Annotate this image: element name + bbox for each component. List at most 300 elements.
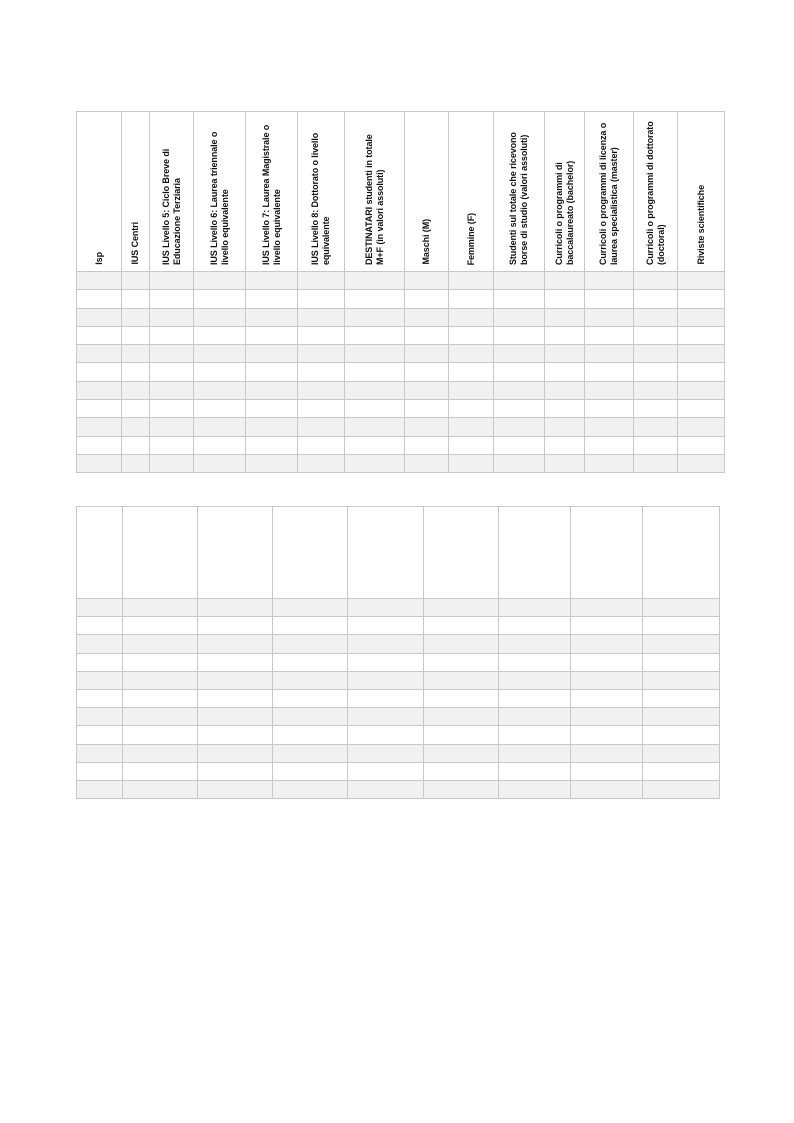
table-cell: [345, 345, 405, 363]
table-cell: [246, 363, 298, 381]
table-cell: [545, 363, 585, 381]
table-cell: [123, 635, 198, 653]
table-cell: [449, 418, 494, 436]
table-cell: [123, 617, 198, 635]
table-cell: [545, 272, 585, 290]
table-cell: [246, 345, 298, 363]
table-cell: [194, 381, 246, 399]
table-cell: [424, 762, 499, 780]
table-cell: [405, 436, 449, 454]
table-cell: [634, 436, 678, 454]
table-cell: [678, 290, 725, 308]
table-cell: [634, 454, 678, 472]
table-cell: [77, 762, 123, 780]
table-cell: [345, 363, 405, 381]
table-cell: [585, 290, 634, 308]
table-cell: [246, 272, 298, 290]
table-row: [77, 762, 720, 780]
table-cell: [678, 418, 725, 436]
table-cell: [246, 400, 298, 418]
table-cell: [499, 599, 571, 617]
table-cell: [273, 744, 348, 762]
table-cell: [405, 272, 449, 290]
table-cell: [634, 363, 678, 381]
table-row: [77, 671, 720, 689]
table-cell: [345, 400, 405, 418]
table-cell: [273, 635, 348, 653]
table-cell: [273, 689, 348, 707]
table-cell: [77, 381, 122, 399]
table-cell: [273, 671, 348, 689]
table-cell: [122, 436, 150, 454]
table-cell: [571, 689, 643, 707]
table-cell: [348, 708, 424, 726]
header-ius-centri: IUS Centri: [122, 112, 150, 272]
table-cell: [194, 326, 246, 344]
table-cell: [246, 454, 298, 472]
table-cell: [150, 400, 194, 418]
table-cell: [298, 418, 345, 436]
table-cell: [122, 290, 150, 308]
table-cell: [348, 689, 424, 707]
table-cell: [424, 617, 499, 635]
table-cell: [273, 708, 348, 726]
table-cell: [246, 436, 298, 454]
header-isp: Isp: [77, 112, 122, 272]
statistics-table-1: [76, 111, 725, 473]
table-cell: [345, 272, 405, 290]
table-cell: [494, 272, 545, 290]
table-cell: [77, 272, 122, 290]
table-cell: [643, 671, 720, 689]
table-header-cell: [123, 507, 198, 599]
table-cell: [345, 308, 405, 326]
table-cell: [194, 345, 246, 363]
header-bachelor: Curricoli o programmi di baccalaureato (bachelor): [545, 112, 585, 272]
table-cell: [345, 290, 405, 308]
table-cell: [585, 345, 634, 363]
table-cell: [77, 689, 123, 707]
header-ius-livello-8: IUS Livello 8: Dottorato o livello equivalente: [298, 112, 345, 272]
table-cell: [678, 436, 725, 454]
table-cell: [123, 599, 198, 617]
table-cell: [348, 780, 424, 798]
table-cell: [298, 363, 345, 381]
table-cell: [123, 653, 198, 671]
table-cell: [77, 653, 123, 671]
table-cell: [405, 345, 449, 363]
table-cell: [405, 308, 449, 326]
table-cell: [77, 308, 122, 326]
table-cell: [77, 780, 123, 798]
table-row: [77, 436, 725, 454]
table-body: [77, 272, 725, 473]
table-cell: [198, 617, 273, 635]
table-cell: [122, 272, 150, 290]
table-cell: [194, 363, 246, 381]
table-cell: [634, 290, 678, 308]
table-cell: [150, 381, 194, 399]
table-cell: [77, 290, 122, 308]
table-cell: [273, 780, 348, 798]
table-cell: [122, 418, 150, 436]
table-cell: [198, 780, 273, 798]
table-cell: [571, 671, 643, 689]
table-cell: [585, 436, 634, 454]
table-cell: [545, 290, 585, 308]
table-cell: [150, 454, 194, 472]
table-cell: [77, 617, 123, 635]
table-cell: [348, 653, 424, 671]
table-cell: [298, 345, 345, 363]
header-master: Curricoli o programmi di licenza o laurea specialistica (master): [585, 112, 634, 272]
table-cell: [194, 272, 246, 290]
table-cell: [150, 326, 194, 344]
table-cell: [571, 744, 643, 762]
table-cell: [77, 400, 122, 418]
table-cell: [571, 653, 643, 671]
table-cell: [585, 418, 634, 436]
table-cell: [634, 418, 678, 436]
table-cell: [499, 653, 571, 671]
table-cell: [571, 780, 643, 798]
table-cell: [77, 454, 122, 472]
table-cell: [634, 326, 678, 344]
table-row: [77, 345, 725, 363]
table-cell: [499, 689, 571, 707]
table-cell: [198, 689, 273, 707]
table-cell: [122, 326, 150, 344]
table-cell: [345, 454, 405, 472]
table-cell: [150, 363, 194, 381]
table-cell: [246, 418, 298, 436]
table-cell: [424, 744, 499, 762]
table-cell: [449, 308, 494, 326]
table-cell: [571, 617, 643, 635]
table-cell: [678, 363, 725, 381]
table-cell: [405, 454, 449, 472]
table-cell: [643, 744, 720, 762]
table-cell: [194, 454, 246, 472]
table-cell: [494, 436, 545, 454]
table-cell: [198, 635, 273, 653]
header-maschi: Maschi (M): [405, 112, 449, 272]
table-cell: [405, 363, 449, 381]
table-cell: [122, 345, 150, 363]
table-row: [77, 381, 725, 399]
table-cell: [494, 363, 545, 381]
table-cell: [194, 308, 246, 326]
table-cell: [122, 308, 150, 326]
table-cell: [77, 363, 122, 381]
table-row: [77, 308, 725, 326]
table-cell: [424, 599, 499, 617]
table-header-row: [77, 112, 725, 272]
table-cell: [77, 635, 123, 653]
table-cell: [298, 381, 345, 399]
table-cell: [348, 635, 424, 653]
table-cell: [545, 436, 585, 454]
table-cell: [634, 400, 678, 418]
table-cell: [298, 272, 345, 290]
table-cell: [123, 671, 198, 689]
table-row: [77, 708, 720, 726]
table-row: [77, 617, 720, 635]
table-cell: [643, 599, 720, 617]
table-cell: [449, 272, 494, 290]
table-cell: [298, 290, 345, 308]
table-header-cell: [198, 507, 273, 599]
table-cell: [348, 671, 424, 689]
table-cell: [494, 345, 545, 363]
header-ius-livello-5: IUS Livello 5: Ciclo Breve di Educazione Terziaria: [150, 112, 194, 272]
table-cell: [449, 345, 494, 363]
table-cell: [494, 326, 545, 344]
header-riviste: Riviste scientifiche: [678, 112, 725, 272]
table-cell: [643, 689, 720, 707]
table-cell: [194, 290, 246, 308]
table-cell: [246, 326, 298, 344]
table-cell: [424, 653, 499, 671]
table-cell: [585, 400, 634, 418]
header-ius-livello-6: IUS Livello 6: Laurea triennale o livello equivalente: [194, 112, 246, 272]
table-cell: [494, 308, 545, 326]
table-cell: [405, 381, 449, 399]
table-cell: [571, 708, 643, 726]
table-cell: [678, 308, 725, 326]
table-cell: [150, 436, 194, 454]
table-cell: [585, 381, 634, 399]
table-cell: [643, 708, 720, 726]
table-cell: [345, 326, 405, 344]
table-cell: [424, 708, 499, 726]
table-cell: [77, 326, 122, 344]
table-row: [77, 780, 720, 798]
table-cell: [545, 326, 585, 344]
table-row: [77, 454, 725, 472]
table-cell: [678, 381, 725, 399]
table-cell: [405, 290, 449, 308]
table-header-cell: [348, 507, 424, 599]
table-cell: [405, 418, 449, 436]
table-cell: [348, 617, 424, 635]
table-cell: [348, 726, 424, 744]
table-cell: [449, 290, 494, 308]
table-cell: [123, 780, 198, 798]
table-cell: [678, 454, 725, 472]
header-ius-livello-7: IUS Livello 7: Laurea Magistrale o livello equivalente: [246, 112, 298, 272]
table-cell: [585, 272, 634, 290]
table-row: [77, 363, 725, 381]
table-cell: [545, 400, 585, 418]
table-cell: [77, 436, 122, 454]
table-cell: [499, 635, 571, 653]
table-cell: [194, 418, 246, 436]
table-cell: [585, 363, 634, 381]
table-cell: [150, 272, 194, 290]
table-cell: [150, 418, 194, 436]
table-cell: [77, 671, 123, 689]
table-cell: [198, 671, 273, 689]
table-header-cell: [77, 507, 123, 599]
table-row: [77, 400, 725, 418]
table-cell: [273, 762, 348, 780]
table-cell: [449, 454, 494, 472]
table-cell: [77, 744, 123, 762]
table-row: [77, 290, 725, 308]
table-cell: [298, 454, 345, 472]
table-cell: [643, 617, 720, 635]
table-cell: [494, 418, 545, 436]
header-borse-di-studio: Studenti sul totale che ricevono borse di studio (valori assoluti): [494, 112, 545, 272]
table-cell: [499, 744, 571, 762]
table-cell: [678, 272, 725, 290]
table-cell: [499, 708, 571, 726]
table-header-cell: [571, 507, 643, 599]
table-cell: [545, 418, 585, 436]
table-cell: [246, 381, 298, 399]
table-cell: [494, 454, 545, 472]
table-cell: [348, 599, 424, 617]
table-cell: [634, 308, 678, 326]
table-cell: [545, 454, 585, 472]
table-cell: [123, 689, 198, 707]
table-cell: [494, 381, 545, 399]
table-cell: [123, 762, 198, 780]
table-row: [77, 599, 720, 617]
table-cell: [150, 345, 194, 363]
table-cell: [198, 708, 273, 726]
table-cell: [499, 780, 571, 798]
table-cell: [571, 726, 643, 744]
table-row: [77, 326, 725, 344]
table-cell: [424, 635, 499, 653]
table-cell: [122, 363, 150, 381]
table-cell: [585, 454, 634, 472]
table-cell: [123, 744, 198, 762]
table-cell: [77, 708, 123, 726]
table-cell: [449, 381, 494, 399]
table-cell: [494, 400, 545, 418]
table-cell: [545, 381, 585, 399]
statistics-table-2: [76, 506, 720, 799]
table-cell: [77, 418, 122, 436]
table-cell: [150, 308, 194, 326]
table-cell: [634, 272, 678, 290]
table-cell: [77, 345, 122, 363]
table-cell: [348, 744, 424, 762]
table-cell: [123, 726, 198, 744]
table-cell: [348, 762, 424, 780]
table-cell: [194, 400, 246, 418]
table-body: [77, 599, 720, 799]
table-cell: [122, 454, 150, 472]
table-cell: [345, 436, 405, 454]
table-cell: [273, 726, 348, 744]
table-row: [77, 726, 720, 744]
table-cell: [150, 290, 194, 308]
table-cell: [122, 400, 150, 418]
table-cell: [77, 599, 123, 617]
table-cell: [246, 290, 298, 308]
table-cell: [198, 599, 273, 617]
table-cell: [424, 780, 499, 798]
table-cell: [273, 617, 348, 635]
table-header-cell: [643, 507, 720, 599]
table-cell: [77, 726, 123, 744]
table-cell: [571, 599, 643, 617]
table-cell: [345, 381, 405, 399]
table-cell: [123, 708, 198, 726]
table-cell: [122, 381, 150, 399]
table-cell: [499, 726, 571, 744]
table-cell: [198, 726, 273, 744]
table-cell: [449, 363, 494, 381]
table-cell: [585, 308, 634, 326]
table-cell: [494, 290, 545, 308]
table-cell: [678, 326, 725, 344]
table-cell: [545, 308, 585, 326]
table-cell: [499, 762, 571, 780]
table-header-cell: [424, 507, 499, 599]
table-cell: [643, 780, 720, 798]
table-cell: [678, 400, 725, 418]
table-cell: [298, 400, 345, 418]
table-cell: [198, 762, 273, 780]
table-cell: [643, 762, 720, 780]
table-cell: [449, 400, 494, 418]
table-cell: [198, 653, 273, 671]
table-row: [77, 272, 725, 290]
table-cell: [405, 326, 449, 344]
table-header-cell: [499, 507, 571, 599]
table-cell: [499, 671, 571, 689]
table-row: [77, 744, 720, 762]
header-doctoral: Curricoli o programmi di dottorato (doctoral): [634, 112, 678, 272]
table-cell: [571, 762, 643, 780]
table-cell: [198, 744, 273, 762]
table-cell: [585, 326, 634, 344]
table-cell: [643, 653, 720, 671]
table-cell: [449, 436, 494, 454]
table-cell: [678, 345, 725, 363]
table-cell: [634, 345, 678, 363]
table-cell: [405, 400, 449, 418]
table-cell: [273, 653, 348, 671]
table-cell: [298, 326, 345, 344]
table-cell: [571, 635, 643, 653]
table-cell: [194, 436, 246, 454]
table-cell: [634, 381, 678, 399]
table-cell: [345, 418, 405, 436]
table-row: [77, 689, 720, 707]
table-cell: [449, 326, 494, 344]
table-cell: [424, 726, 499, 744]
table-cell: [298, 436, 345, 454]
table-header-row: [77, 507, 720, 599]
table-row: [77, 653, 720, 671]
table-cell: [273, 599, 348, 617]
table-cell: [643, 726, 720, 744]
table-cell: [545, 345, 585, 363]
header-destinatari: DESTINATARI studenti in totale M+F (in valori assoluti): [345, 112, 405, 272]
table-cell: [499, 617, 571, 635]
table-row: [77, 418, 725, 436]
table-cell: [298, 308, 345, 326]
header-femmine: Femmine (F): [449, 112, 494, 272]
table-cell: [643, 635, 720, 653]
table-cell: [424, 671, 499, 689]
